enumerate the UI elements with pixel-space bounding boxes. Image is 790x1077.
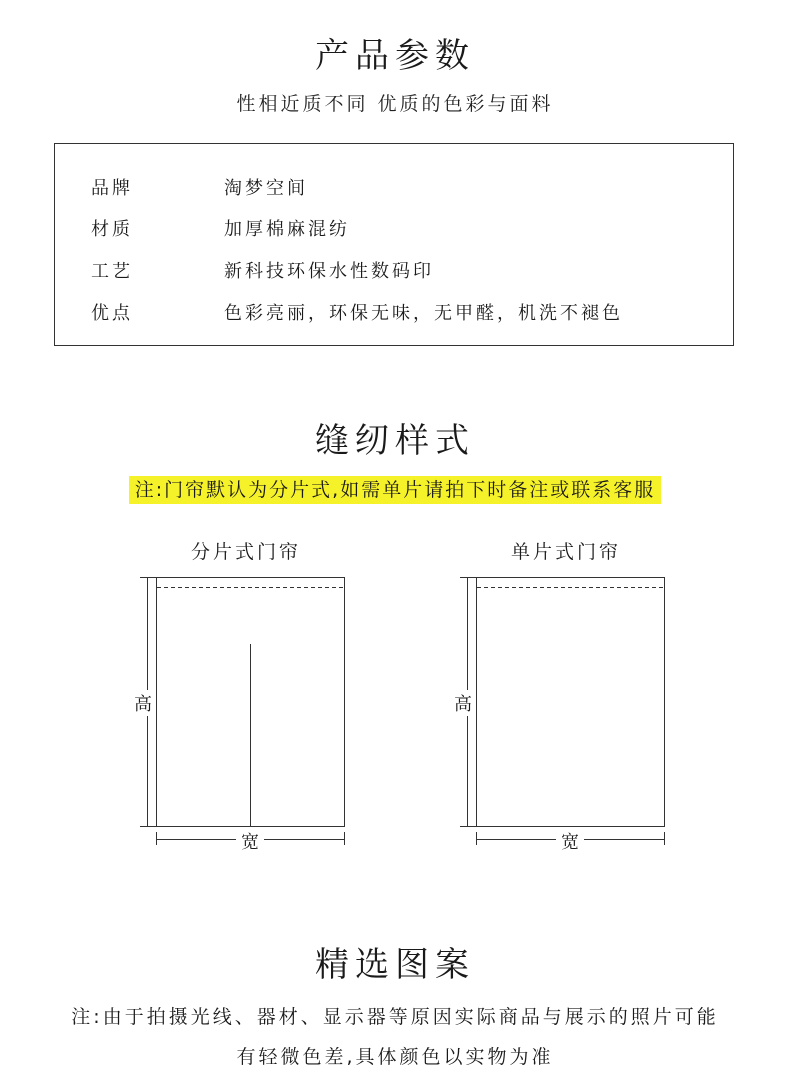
param-label: 品牌 [91, 178, 133, 199]
curtain-outline [477, 578, 665, 827]
section-title-patterns: 精选图案 [315, 945, 475, 985]
section-title-sewing: 缝纫样式 [315, 421, 475, 461]
width-label: 宽 [561, 832, 579, 853]
param-value: 新科技环保水性数码印 [224, 261, 434, 282]
param-label: 工艺 [91, 261, 133, 282]
param-value: 色彩亮丽，环保无味，无甲醛，机洗不褪色 [224, 303, 623, 324]
sewing-note-wrap [0, 476, 790, 504]
width-label: 宽 [241, 832, 259, 853]
sewing-note: 注:门帘默认为分片式,如需单片请拍下时备注或联系客服 [129, 476, 661, 504]
param-value: 加厚棉麻混纺 [224, 219, 350, 240]
params-table [54, 143, 734, 346]
height-label: 高 [134, 694, 152, 715]
single-curtain-diagram [440, 570, 680, 855]
section-subtitle: 性相近质不同 优质的色彩与面料 [236, 93, 554, 115]
disclaimer-line-2: 有轻微色差,具体颜色以实物为准 [236, 1046, 554, 1068]
height-label: 高 [454, 694, 472, 715]
param-label: 优点 [91, 303, 133, 324]
section-title-params: 产品参数 [315, 36, 475, 76]
param-label: 材质 [91, 219, 133, 240]
param-value: 淘梦空间 [224, 178, 308, 199]
diagram-title-split: 分片式门帘 [190, 541, 301, 563]
split-curtain-diagram [120, 570, 360, 855]
disclaimer-line-1: 注:由于拍摄光线、器材、显示器等原因实际商品与展示的照片可能 [71, 1006, 719, 1028]
diagram-title-single: 单片式门帘 [510, 541, 621, 563]
